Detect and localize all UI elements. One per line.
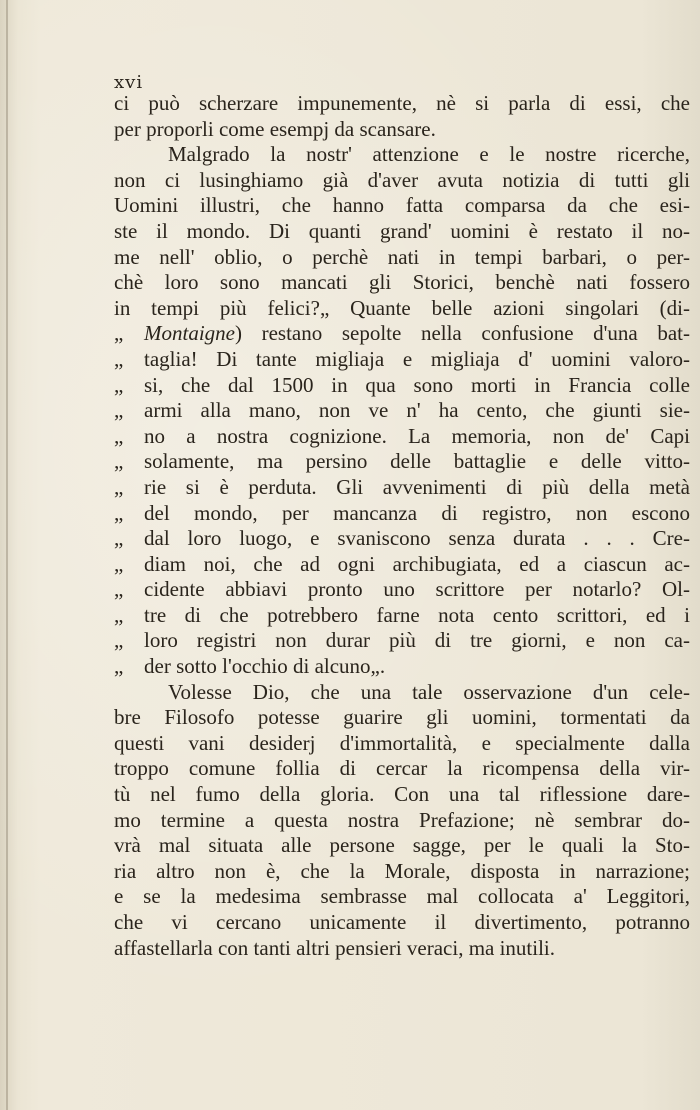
quote-mark: „ xyxy=(114,372,124,397)
quote-mark: „ xyxy=(114,551,124,576)
text-line: Volesse Dio, che una tale osservazione d'un cele- xyxy=(168,679,690,704)
quote-mark: „ xyxy=(114,474,124,499)
text-line: me nell' oblio, o perchè nati in tempi barbari, o per- xyxy=(114,244,690,269)
quote-mark: „ xyxy=(114,398,124,423)
quote-mark: „ xyxy=(114,449,124,474)
page-number: xvi xyxy=(114,72,144,93)
line-text: rie si è perduta. Gli avvenimenti di più della metà xyxy=(144,474,690,499)
quoted-text-line xyxy=(114,526,690,552)
text-line: questi vani desiderj d'immortalità, e specialmente dalla xyxy=(114,730,690,755)
line-text: no a nostra cognizione. La memoria, non de' Capi xyxy=(144,423,690,448)
line-text: cidente abbiavi pronto uno scrittore per notarlo? Ol- xyxy=(144,577,690,602)
page-text xyxy=(114,91,690,961)
page-gutter xyxy=(6,0,8,1110)
text-line: non ci lusinghiamo già d'aver avuta notizia di tutti gli xyxy=(114,167,690,192)
line-text: der sotto l'occhio di alcuno„. xyxy=(144,654,386,679)
text-line: per proporli come esempj da scansare. xyxy=(114,116,436,141)
quoted-text-line xyxy=(114,424,690,450)
italic-citation: Montaigne xyxy=(144,321,235,346)
quote-mark: „ xyxy=(114,500,124,525)
text-line: Uomini illustri, che hanno fatta comparsa da che esi- xyxy=(114,193,690,218)
quoted-text-line xyxy=(114,449,690,475)
quoted-text-line xyxy=(114,373,690,399)
quote-mark: „ xyxy=(114,346,124,371)
text-line: mo termine a questa nostra Prefazione; nè sembrar do- xyxy=(114,807,690,832)
quoted-text-line xyxy=(114,654,690,680)
line-text: del mondo, per mancanza di registro, non escono xyxy=(144,500,690,525)
text-line: e se la medesima sembrasse mal collocata a' Leggitori, xyxy=(114,884,690,909)
quote-mark: „ xyxy=(114,602,124,627)
quoted-text-line xyxy=(114,603,690,629)
line-text: loro registri non durar più di tre giorni, e non ca- xyxy=(144,628,690,653)
text-line: Malgrado la nostr' attenzione e le nostre ricerche, xyxy=(168,142,690,167)
text-line: bre Filosofo potesse guarire gli uomini, tormentati da xyxy=(114,705,690,730)
text-line: ci può scherzare impunemente, nè si parla di essi, che xyxy=(114,91,690,115)
quoted-text-line xyxy=(114,347,690,373)
quoted-text-line xyxy=(114,577,690,603)
text-line: che vi cercano unicamente il divertimento, potranno xyxy=(114,910,690,934)
text-line: tù nel fumo della gloria. Con una tal riflessione dare- xyxy=(114,782,690,807)
line-text: diam noi, che ad ogni archibugiata, ed a ciascun ac- xyxy=(144,551,690,576)
quote-mark: „ xyxy=(114,628,124,653)
quoted-text-line xyxy=(114,398,690,424)
quote-mark: „ xyxy=(114,577,124,602)
line-text: solamente, ma persino delle battaglie e delle vitto- xyxy=(144,449,690,474)
text-line: chè loro sono mancati gli Storici, benchè nati fossero xyxy=(114,270,690,295)
quote-mark: „ xyxy=(114,321,124,346)
quoted-text-line xyxy=(114,552,690,578)
line-text: si, che dal 1500 in qua sono morti in Francia colle xyxy=(144,372,690,397)
quote-mark: „ xyxy=(114,423,124,448)
text-line: ria altro non è, che la Morale, disposta in narrazione; xyxy=(114,858,690,883)
line-text: armi alla mano, non ve n' ha cento, che giunti sie- xyxy=(144,398,690,423)
quote-mark: „ xyxy=(114,526,124,551)
line-text: taglia! Di tante migliaja e migliaja d' uomini valoro- xyxy=(144,346,690,371)
line-text: dal loro luogo, e svaniscono senza durata . . . Cre- xyxy=(144,526,690,551)
text-line: affastellarla con tanti altri pensieri veraci, ma inutili. xyxy=(114,935,556,960)
text-line: troppo comune follia di cercar la ricompensa della vir- xyxy=(114,756,690,781)
text-line: vrà mal situata alle persone sagge, per le quali la Sto- xyxy=(114,833,690,858)
quoted-text-line xyxy=(114,321,690,347)
text-line: ste il mondo. Di quanti grand' uomini è restato il no- xyxy=(114,218,690,243)
quoted-text-line xyxy=(114,501,690,527)
line-text: tre di che potrebbero farne nota cento scrittori, ed i xyxy=(144,602,690,627)
text-line: in tempi più felici?„ Quante belle azioni singolari (di- xyxy=(114,295,690,320)
quoted-text-line xyxy=(114,475,690,501)
line-text: ) restano sepolte nella confusione d'una bat- xyxy=(234,321,690,346)
quote-mark: „ xyxy=(114,654,124,679)
quoted-text-line xyxy=(114,628,690,654)
